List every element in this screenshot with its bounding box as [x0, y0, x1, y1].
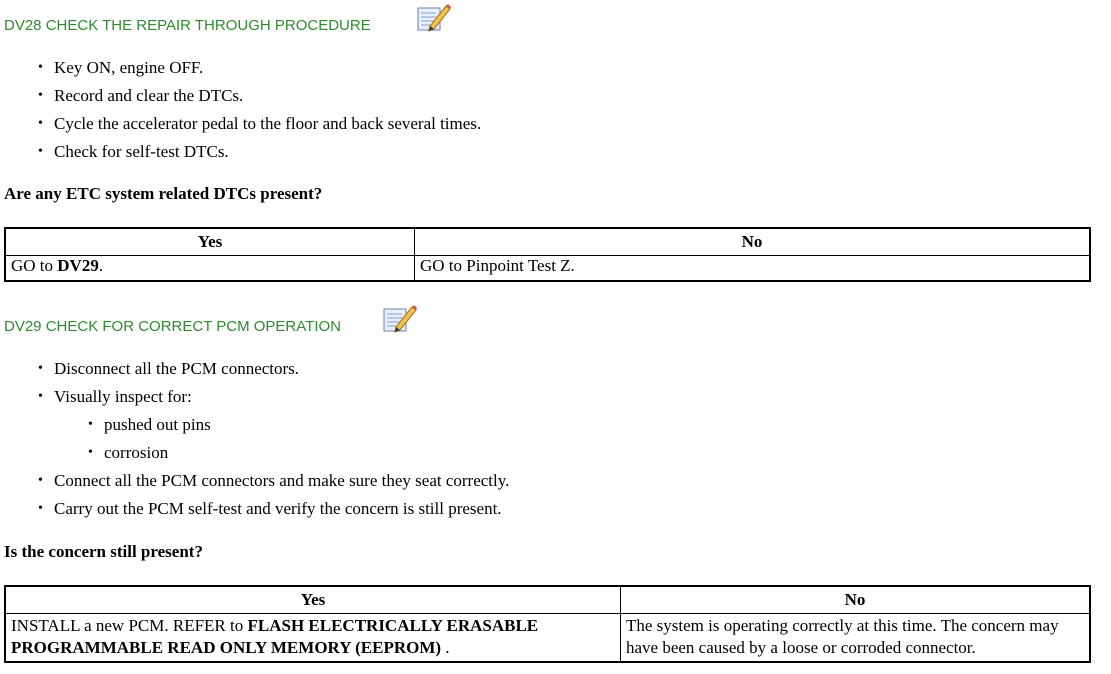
- dv28-question: Are any ETC system related DTCs present?: [4, 184, 323, 203]
- yes-header: Yes: [5, 228, 415, 256]
- edit-note-icon[interactable]: [382, 303, 418, 335]
- dv28-steps-list: [0, 54, 481, 166]
- eeprom-link[interactable]: FLASH ELECTRICALLY ERASABLE PROGRAMMABLE READ ONLY MEMORY (EEPROM): [11, 616, 539, 657]
- no-cell: GO to Pinpoint Test Z.: [415, 256, 1091, 282]
- dv29-link[interactable]: DV29: [57, 256, 99, 275]
- sub-list-item: • corrosion: [0, 439, 509, 467]
- list-item: • Carry out the PCM self-test and verify the concern is still present.: [0, 495, 509, 523]
- list-item: • Record and clear the DTCs.: [0, 82, 481, 110]
- no-header: No: [415, 228, 1091, 256]
- list-item: • Connect all the PCM connectors and make sure they seat correctly.: [0, 467, 509, 495]
- yes-cell: INSTALL a new PCM. REFER to FLASH ELECTRICALLY ERASABLE PROGRAMMABLE READ ONLY MEMORY (EEPROM) .: [5, 614, 621, 663]
- dv29-decision-table: [4, 585, 1091, 663]
- dv29-question: Is the concern still present?: [4, 542, 203, 561]
- no-cell: The system is operating correctly at this time. The concern may have been caused by a loose or corroded connector.: [621, 614, 1091, 663]
- yes-header: Yes: [5, 586, 621, 614]
- list-item: • Check for self-test DTCs.: [0, 138, 481, 166]
- list-item: • Disconnect all the PCM connectors.: [0, 355, 509, 383]
- yes-cell: GO to DV29.: [5, 256, 415, 282]
- list-item: • Visually inspect for:: [0, 383, 509, 411]
- sub-list-item: • pushed out pins: [0, 411, 509, 439]
- dv29-heading: DV29 CHECK FOR CORRECT PCM OPERATION: [4, 318, 341, 335]
- edit-note-icon[interactable]: [416, 2, 452, 34]
- dv29-steps-list: [0, 355, 509, 523]
- no-header: No: [621, 586, 1091, 614]
- dv28-heading: DV28 CHECK THE REPAIR THROUGH PROCEDURE: [4, 17, 371, 34]
- list-item: • Key ON, engine OFF.: [0, 54, 481, 82]
- dv28-decision-table: [4, 227, 1091, 282]
- list-item: • Cycle the accelerator pedal to the floor and back several times.: [0, 110, 481, 138]
